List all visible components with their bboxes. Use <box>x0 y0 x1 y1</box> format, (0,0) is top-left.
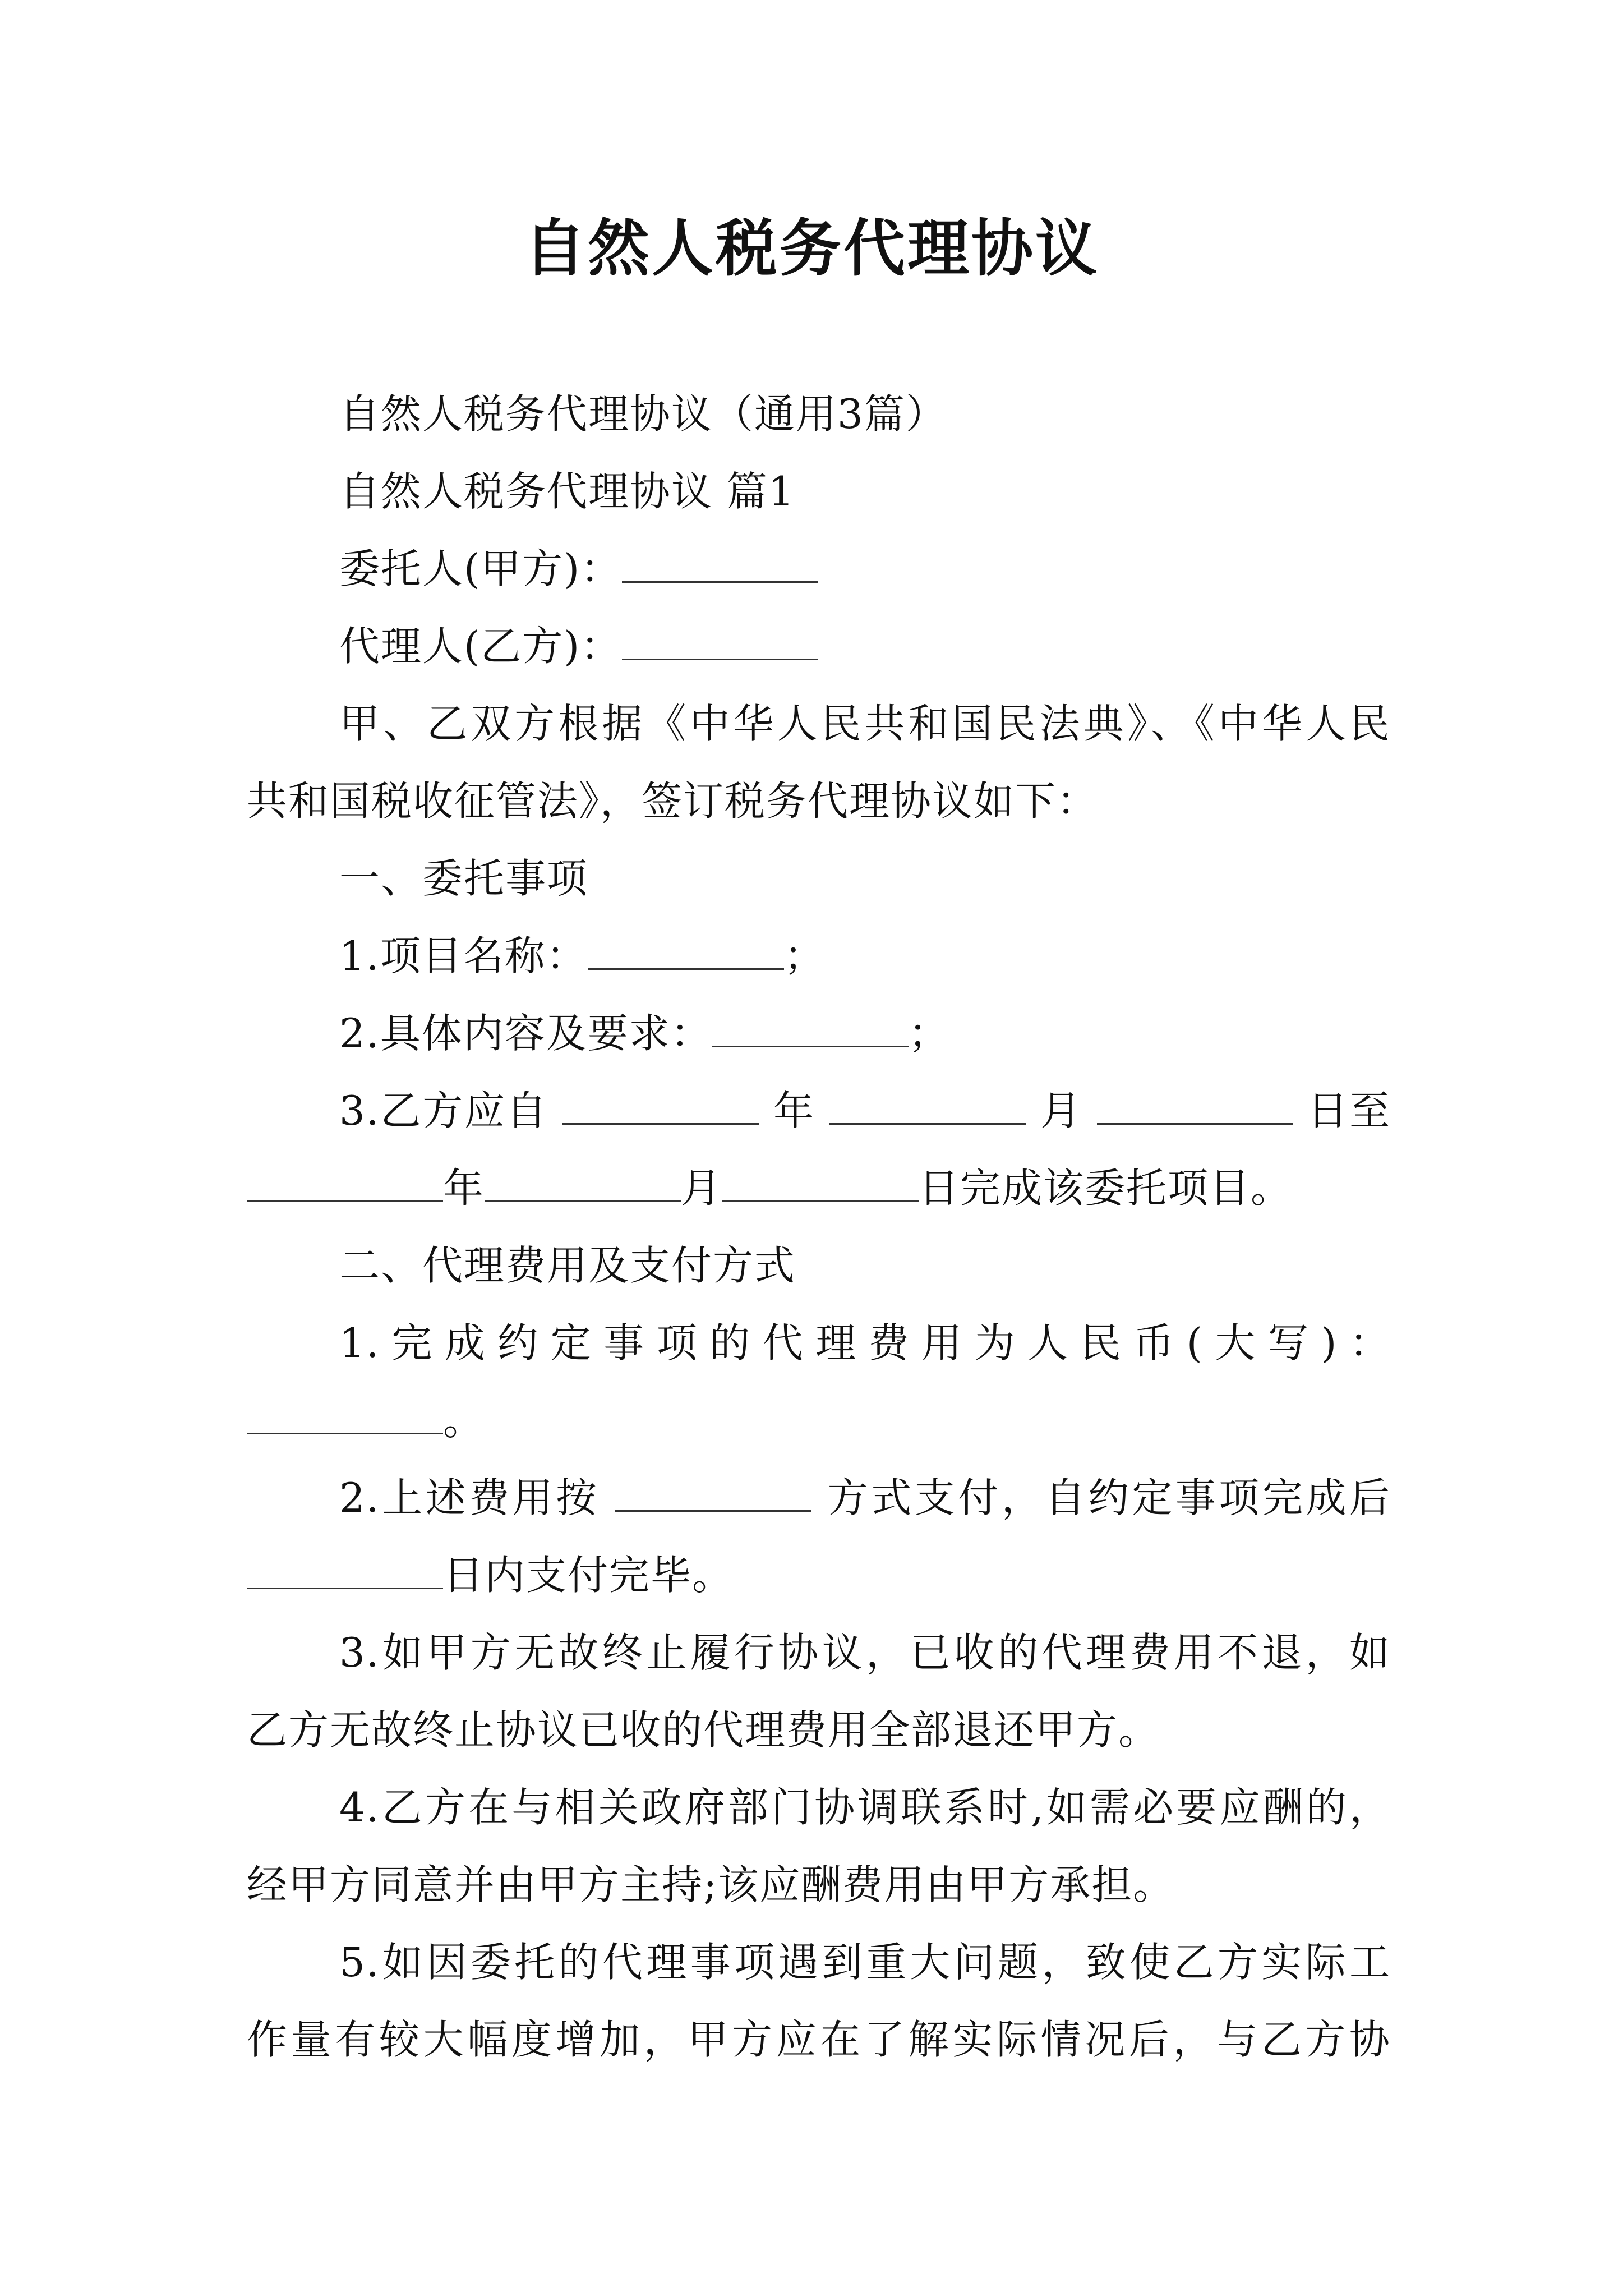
content-line: 2.具体内容及要求： ； <box>339 1010 950 1057</box>
date-line: 年 月 日完成该委托项目。 <box>247 1160 1391 1216</box>
fee-amount-blank[interactable] <box>247 1396 443 1434</box>
start-year-blank[interactable] <box>562 1086 759 1125</box>
fee-line: 1.完成约定事项的代理费用为人民币(大写)： <box>339 1319 1391 1366</box>
document-title: 自然人税务代理协议 <box>524 212 1099 284</box>
payment-days-blank[interactable] <box>247 1550 443 1589</box>
paragraph-line: 共和国税收征管法》，签订税务代理协议如下： <box>247 777 1099 825</box>
paragraph-line: 作量有较大幅度增加，甲方应在了解实际情况后，与乙方协 <box>247 2016 1391 2063</box>
payment-method-blank[interactable] <box>615 1473 811 1512</box>
paragraph-line: 3.如甲方无故终止履行协议，已收的代理费用不退，如 <box>339 1629 1391 1676</box>
paragraph-line: 4.乙方在与相关政府部门协调联系时,如需必要应酬的， <box>339 1784 1391 1831</box>
date-line: 3.乙方应自 年 月 日至 <box>339 1087 1391 1134</box>
end-year-blank[interactable] <box>247 1163 443 1202</box>
project-name-blank[interactable] <box>588 931 784 970</box>
fee-line: 。 <box>247 1392 1391 1448</box>
start-month-blank[interactable] <box>829 1086 1026 1125</box>
section-heading: 自然人税务代理协议 篇1 <box>339 468 795 515</box>
principal-blank[interactable] <box>622 544 818 583</box>
start-day-blank[interactable] <box>1097 1086 1293 1125</box>
agent-line: 代理人(乙方)： <box>339 618 1391 674</box>
principal-line: 委托人(甲方)： <box>339 541 1391 597</box>
paragraph-line: 5.如因委托的代理事项遇到重大问题，致使乙方实际工 <box>339 1939 1391 1986</box>
content-blank[interactable] <box>712 1009 909 1047</box>
end-day-blank[interactable] <box>722 1163 919 1202</box>
section-heading: 一、委托事项 <box>339 855 589 902</box>
paragraph-line: 乙方无故终止协议已收的代理费用全部退还甲方。 <box>247 1706 1160 1754</box>
paragraph-line: 甲、乙双方根据《中华人民共和国民法典》、《中华人民 <box>339 700 1391 747</box>
paragraph-line: 经甲方同意并由甲方主持;该应酬费用由甲方承担。 <box>247 1861 1175 1908</box>
end-month-blank[interactable] <box>485 1163 681 1202</box>
agent-blank[interactable] <box>622 622 818 660</box>
subtitle-line: 自然人税务代理协议（通用3篇） <box>339 390 947 438</box>
project-name-line: 1.项目名称： ； <box>339 932 826 979</box>
payment-line: 日内支付完毕。 <box>247 1547 1391 1603</box>
payment-line: 2.上述费用按 方式支付，自约定事项完成后 <box>339 1474 1391 1521</box>
section-heading: 二、代理费用及支付方式 <box>339 1242 796 1289</box>
